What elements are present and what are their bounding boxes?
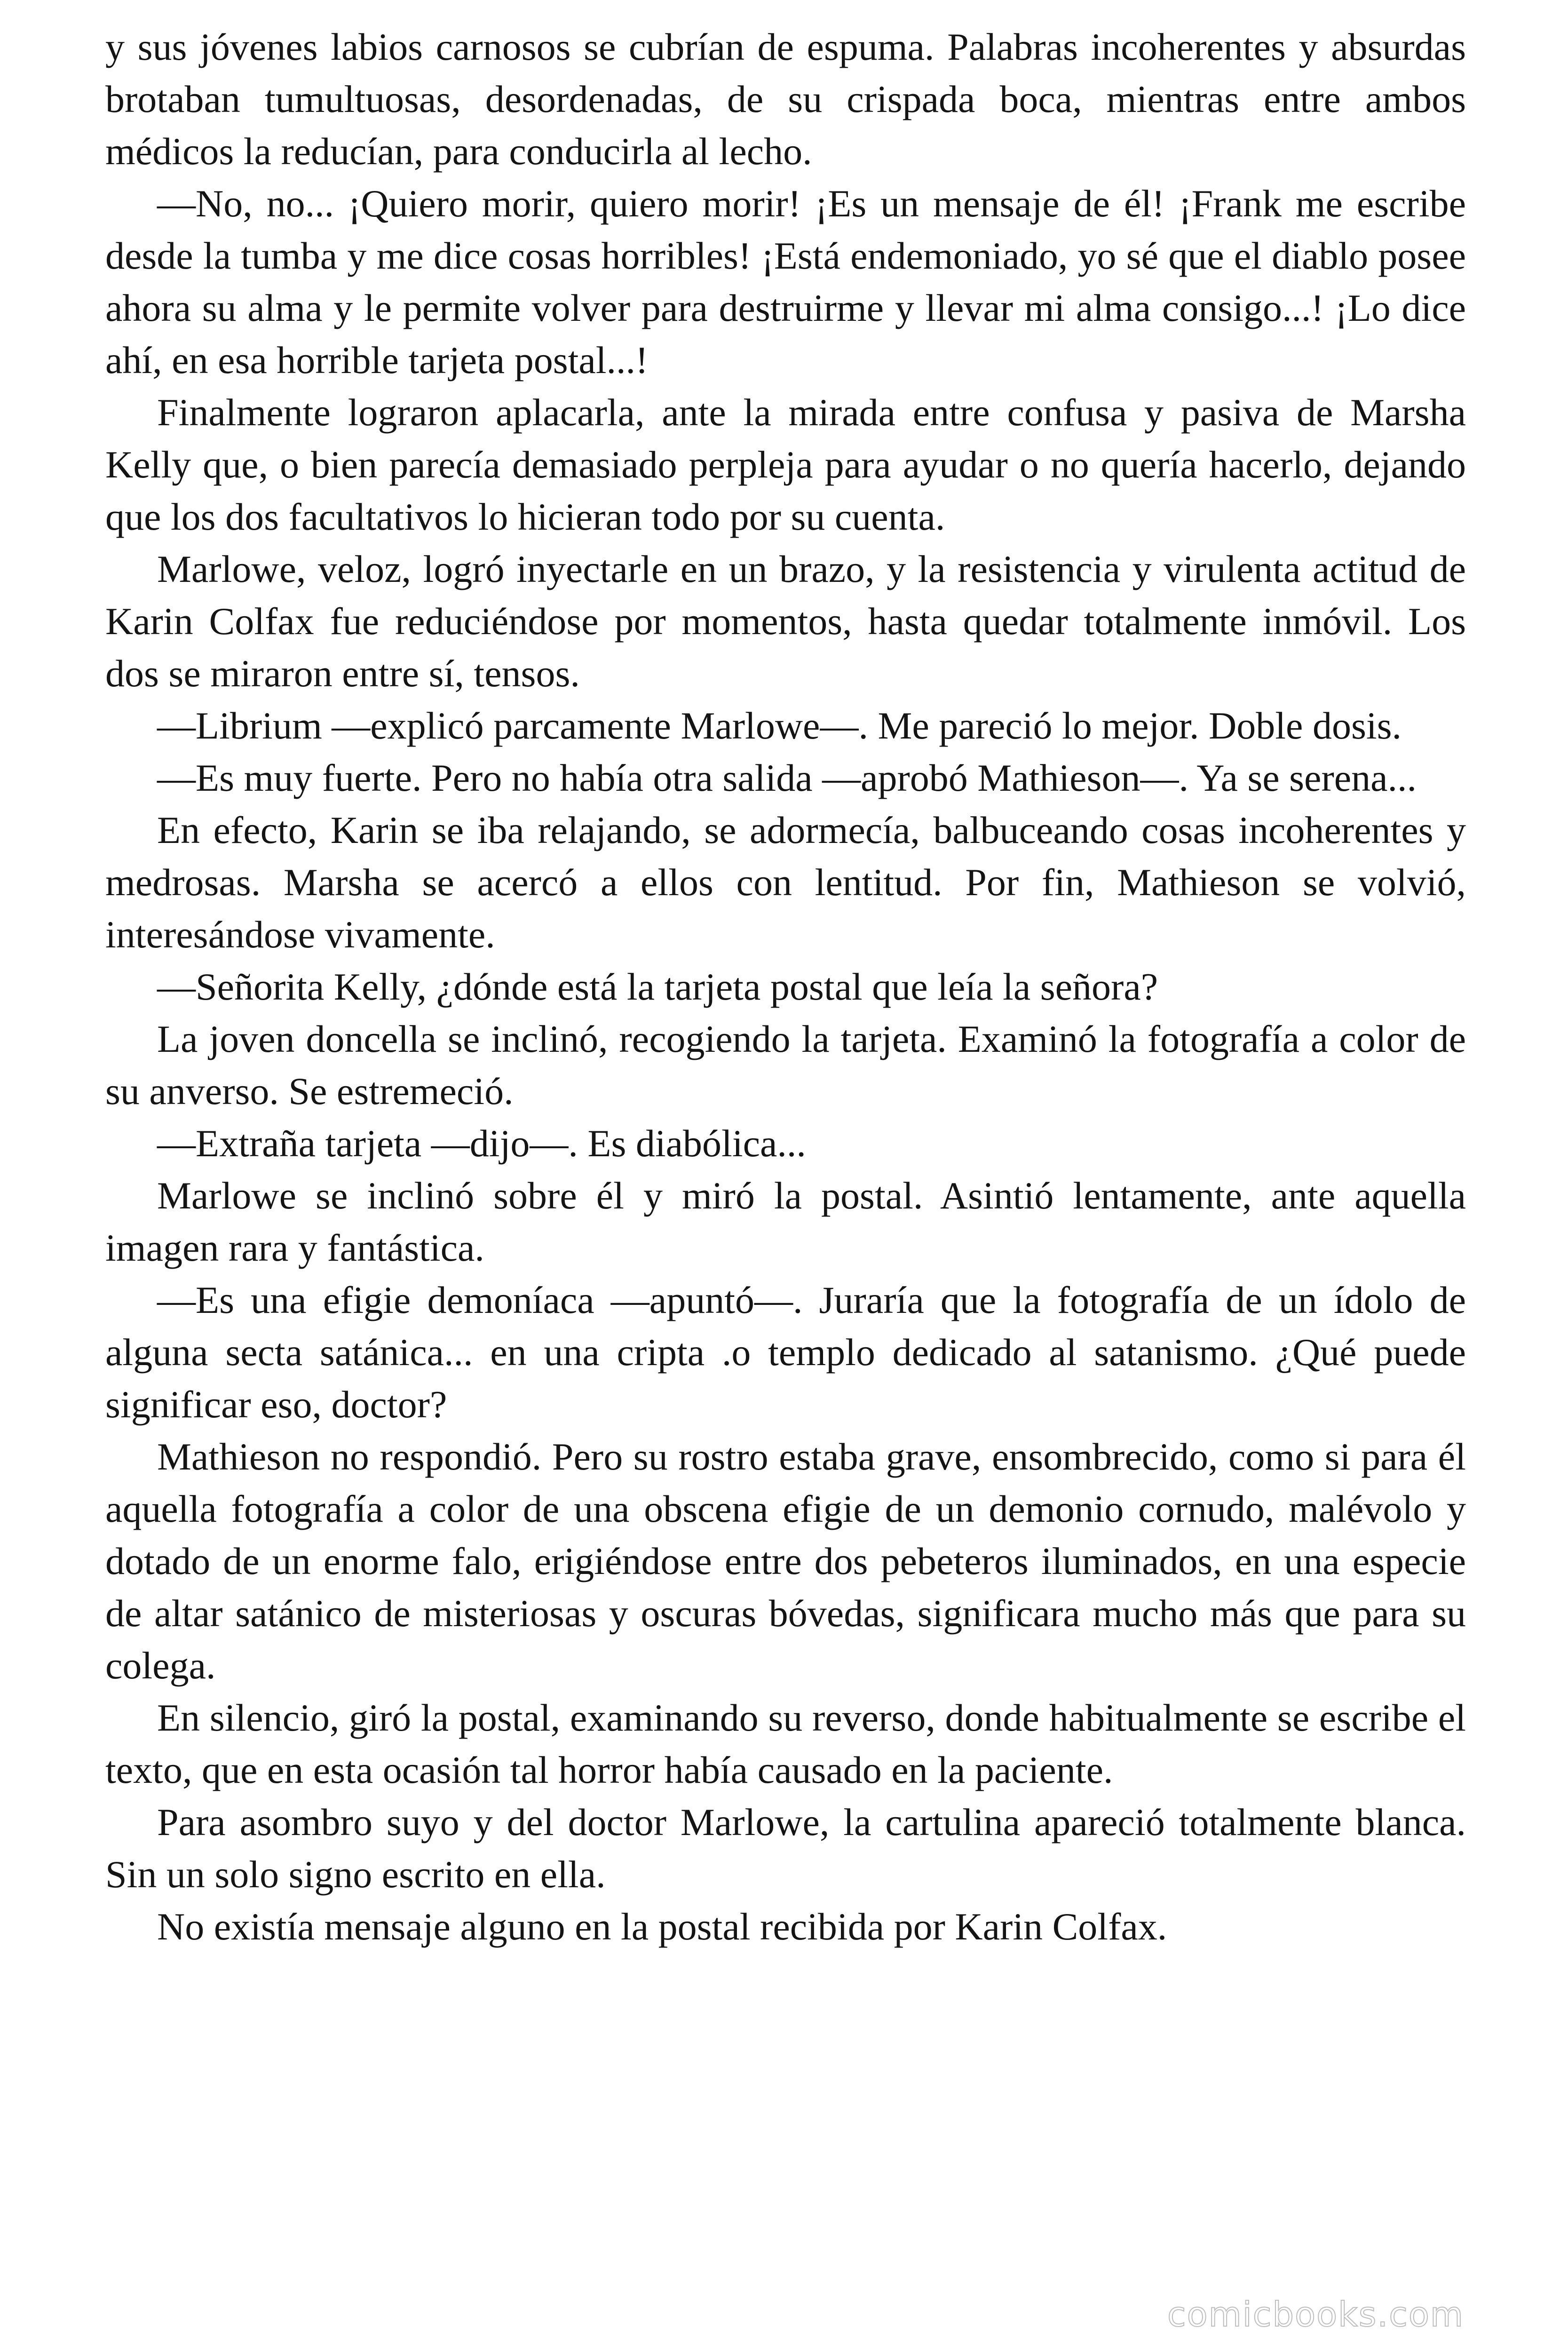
paragraph-6: —Es muy fuerte. Pero no había otra salida —aprobó Mathieson—. Ya se serena... [157,756,1417,799]
paragraph-7: En efecto, Karin se iba relajando, se adormecía, balbuceando cosas incoherentes y medrosas. Marsha se acercó a ellos con lentitud. Por fin, Mathieson se volvió, interesándose vivamente. [105,809,1466,956]
paragraph-14: En silencio, giró la postal, examinando su reverso, donde habitualmente se escribe el texto, que en esta ocasión tal horror había causado en la paciente. [105,1696,1466,1791]
paragraph-3: Finalmente lograron aplacarla, ante la mirada entre confusa y pasiva de Marsha Kelly que, o bien parecía demasiado perpleja para ayudar o no quería hacerlo, dejando que los dos facultativos lo hicieran todo por su cuenta. [105,391,1466,538]
paragraph-10: —Extraña tarjeta —dijo—. Es diabólica... [157,1122,806,1165]
paragraph-5: —Librium —explicó parcamente Marlowe—. Me pareció lo mejor. Doble dosis. [157,704,1402,747]
paragraph-13: Mathieson no respondió. Pero su rostro estaba grave, ensombrecido, como si para él aquella fotografía a color de una obscena efigie de un demonio cornudo, malévolo y dotado de un enorme falo, erigiéndose entre dos pebeteros iluminados, en una especie de altar satánico de misteriosas y oscuras bóvedas, significara mucho más que para su colega. [105,1435,1466,1687]
page-text [105,21,1466,1953]
paragraph-4: Marlowe, veloz, logró inyectarle en un brazo, y la resistencia y virulenta actitud de Karin Colfax fue reduciéndose por momentos, hasta quedar totalmente inmóvil. Los dos se miraron entre sí, tensos. [105,548,1466,695]
paragraph-8: —Señorita Kelly, ¿dónde está la tarjeta postal que leía la señora? [157,965,1158,1008]
paragraph-15: Para asombro suyo y del doctor Marlowe, la cartulina apareció totalmente blanca. Sin un solo signo escrito en ella. [105,1801,1466,1896]
paragraph-12: —Es una efigie demoníaca —apuntó—. Juraría que la fotografía de un ídolo de alguna secta satánica... en una cripta .o templo dedicado al satanismo. ¿Qué puede significar eso, doctor? [105,1279,1466,1426]
paragraph-1: y sus jóvenes labios carnosos se cubrían de espuma. Palabras incoherentes y absurdas brotaban tumultuosas, desordenadas, de su crispada boca, mientras entre ambos médicos la reducían, para conducirla al lecho. [105,25,1466,173]
paragraph-16: No existía mensaje alguno en la postal recibida por Karin Colfax. [157,1905,1167,1948]
watermark: comicbooks.com [1167,2295,1465,2334]
paragraph-2: —No, no... ¡Quiero morir, quiero morir! ¡Es un mensaje de él! ¡Frank me escribe desde la tumba y me dice cosas horribles! ¡Está endemoniado, yo sé que el diablo posee ahora su alma y le permite volver para destruirme y llevar mi alma consigo...! ¡Lo dice ahí, en esa horrible tarjeta postal...! [105,182,1466,381]
paragraph-11: Marlowe se inclinó sobre él y miró la postal. Asintió lentamente, ante aquella imagen rara y fantástica. [105,1174,1466,1269]
paragraph-9: La joven doncella se inclinó, recogiendo la tarjeta. Examinó la fotografía a color de su anverso. Se estremeció. [105,1017,1466,1112]
